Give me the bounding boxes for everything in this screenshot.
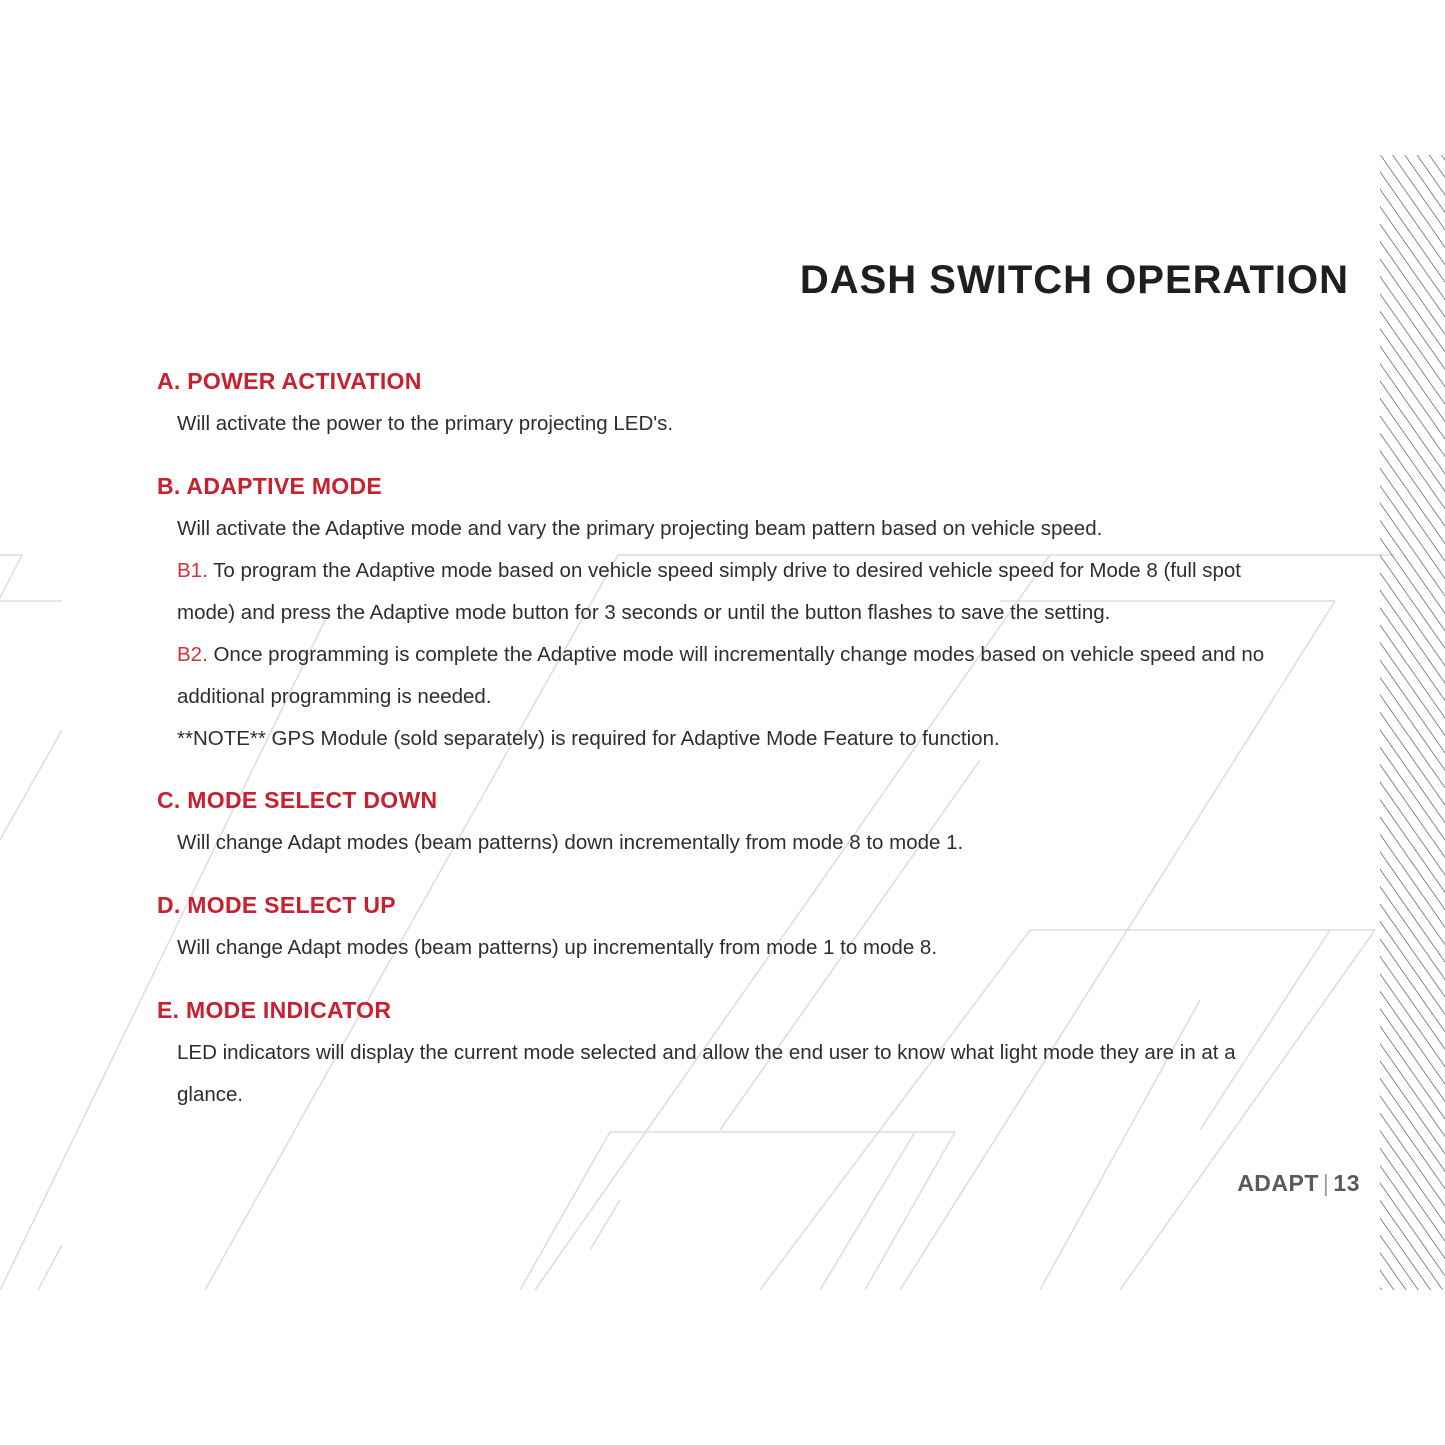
step-b1-text: To program the Adaptive mode based on vehicle speed simply drive to desired vehicle speed for Mode 8 (full spot mode) and press the Adaptive mode button for 3 seconds or until the button flashes to save the setting. (177, 559, 1241, 624)
step-b2-text: Once programming is complete the Adaptive mode will incrementally change modes based on vehicle speed and no additional programming is needed. (177, 643, 1265, 708)
gps-note: **NOTE** GPS Module (sold separately) is required for Adaptive Mode Feature to function. (177, 727, 1000, 750)
step-b2-label: B2. (177, 643, 208, 666)
section-heading: A. POWER ACTIVATION (157, 368, 422, 394)
section-heading: C. MODE SELECT DOWN (157, 787, 438, 813)
section-mode-indicator (157, 995, 1297, 1116)
section-body: Will activate the Adaptive mode and vary the primary projecting beam pattern based on vehicle speed. (177, 517, 1103, 540)
footer-separator: | (1322, 1170, 1330, 1196)
section-mode-select-down (157, 785, 1297, 864)
diagonal-hatch-decoration (1380, 155, 1445, 1290)
section-heading: E. MODE INDICATOR (157, 997, 392, 1023)
section-mode-select-up (157, 890, 1297, 969)
step-b1-label: B1. (177, 559, 208, 582)
section-power-activation (157, 366, 1297, 445)
page-footer (1237, 1170, 1360, 1197)
page-title: DASH SWITCH OPERATION (799, 258, 1349, 302)
section-adaptive-mode (157, 471, 1297, 760)
step-b1 (157, 550, 1297, 634)
section-body: Will change Adapt modes (beam patterns) up incrementally from mode 1 to mode 8. (177, 936, 938, 959)
section-body: Will activate the power to the primary projecting LED's. (177, 412, 674, 435)
footer-brand: ADAPT (1237, 1170, 1319, 1196)
step-b2 (157, 634, 1297, 718)
section-body: Will change Adapt modes (beam patterns) down incrementally from mode 8 to mode 1. (177, 831, 964, 854)
section-body: LED indicators will display the current mode selected and allow the end user to know what light mode they are in at a glance. (177, 1041, 1236, 1106)
section-heading: D. MODE SELECT UP (157, 892, 396, 918)
section-heading: B. ADAPTIVE MODE (157, 473, 383, 499)
page-number: 13 (1333, 1170, 1360, 1196)
